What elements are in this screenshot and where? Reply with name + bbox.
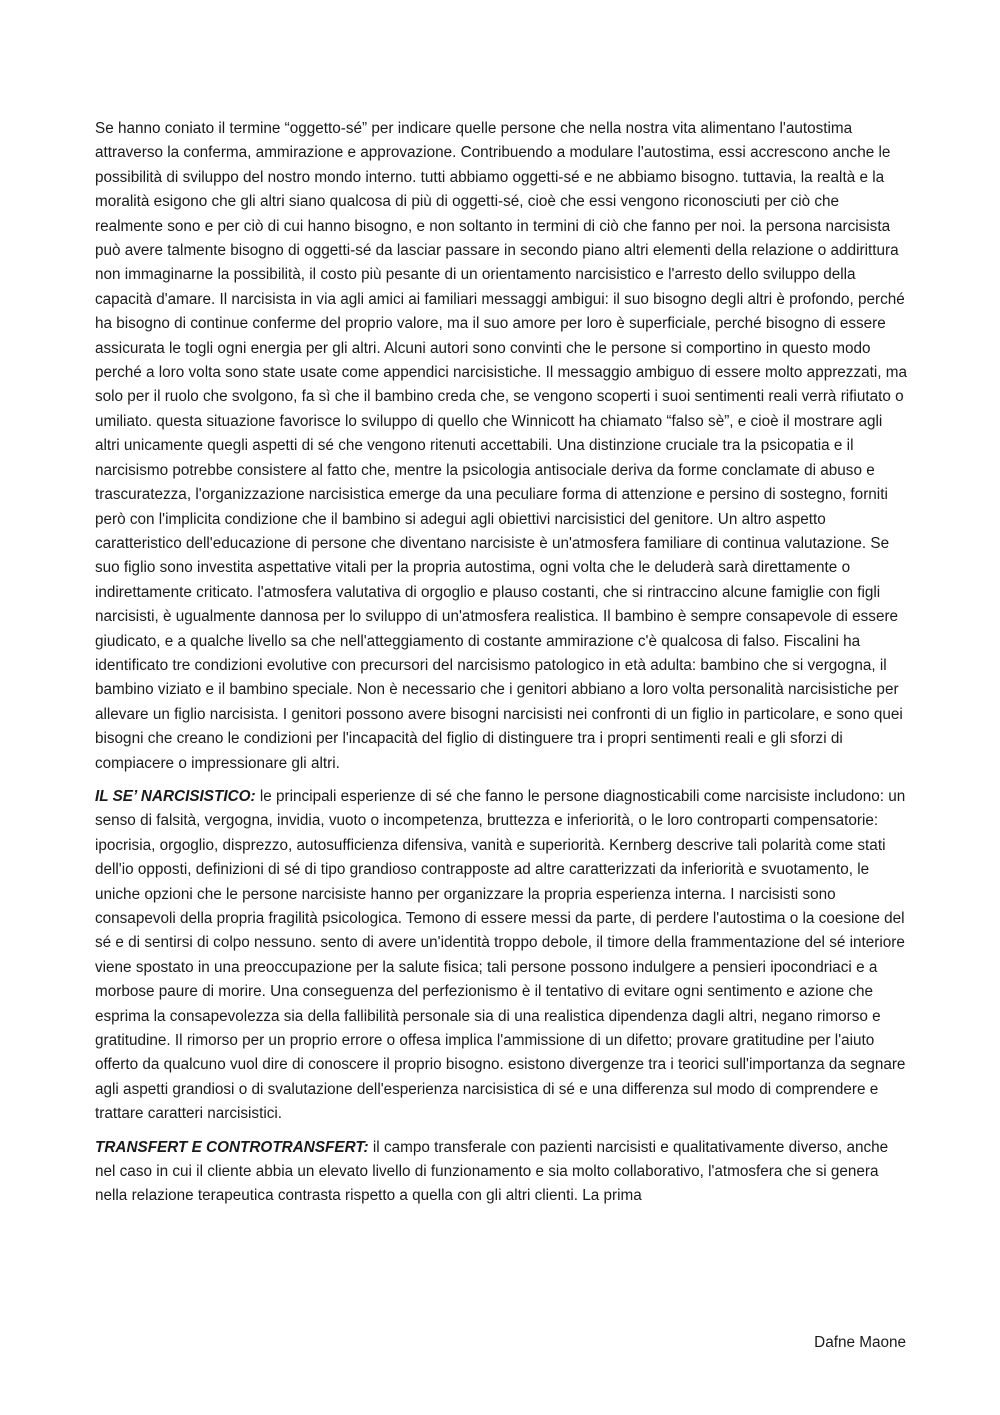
paragraph-transfert (95, 1136, 910, 1209)
document-body (95, 117, 910, 1218)
paragraph-se-narcisistico (95, 785, 910, 1127)
paragraph-text: il campo transferale con pazienti narcisisti e qualitativamente diverso, anche nel caso in cui il cliente abbia un elevato livello di funzionamento e sia molto collaborativo, l'atmosfera che si genera nella relazione terapeutica contrasta rispetto a quella con gli altri clienti. La prima (95, 1138, 889, 1205)
footer-author: Dafne Maone (814, 1334, 906, 1351)
paragraph-text: le principali esperienze di sé che fanno le persone diagnosticabili come narcisiste includono: un senso di falsità, vergogna, invidia, vuoto o incompetenza, bruttezza e inferiorità, o le loro controparti compensatorie: ipocrisia, orgoglio, disprezzo, autosufficienza difensiva, vanità e superiorità. Kernberg descrive tali polarità come stati dell'io opposti, definizioni di sé di tipo grandioso contrapposte ad altre caratterizzati da inferiorità e svuotamento, le uniche opzioni che le persone narcisiste hanno per organizzare la propria esperienza interna. I narcisisti sono consapevoli della propria fragilità psicologica. Temono di essere messi da parte, di perdere l'autostima o la coesione del sé e di sentirsi di colpo nessuno. sento di avere un'identità troppo debole, il timore della frammentazione del sé interiore viene spostato in una preoccupazione per la salute fisica; tali persone possono indulgere a pensieri ipocondriaci e a morbose paure di morire. Una conseguenza del perfezionismo è il tentativo di evitare ogni sentimento e azione che esprima la consapevolezza sia della fallibilità personale sia di una realistica dipendenza dagli altri, negano rimorso e gratitudine. Il rimorso per un proprio errore o offesa implica l'ammissione di un difetto; provare gratitudine per l'aiuto offerto da qualcuno vuol dire di conoscere il proprio bisogno. esistono divergenze tra i teorici sull'importanza da segnare agli aspetti grandiosi o di svalutazione dell'esperienza narcisistica di sé e una differenza sul modo di comprendere e trattare caratteri narcisistici. (95, 787, 906, 1123)
section-heading-se-narcisistico: IL SE’ NARCISISTICO: (95, 787, 256, 805)
paragraph-text: Se hanno coniato il termine “oggetto-sé” per indicare quelle persone che nella nostra vita alimentano l'autostima attraverso la conferma, ammirazione e approvazione. Contribuendo a modulare l'autostima, essi accrescono anche le possibilità di sviluppo del nostro mondo interno. tutti abbiamo oggetti-sé e ne abbiamo bisogno. tuttavia, la realtà e la moralità esigono che gli altri siano qualcosa di più di oggetti-sé, cioè che essi vengono riconosciuti per ciò che realmente sono e per ciò di cui hanno bisogno, e non soltanto in termini di ciò che fanno per noi. la persona narcisista può avere talmente bisogno di oggetti-sé da lasciar passare in secondo piano altri elementi della relazione o addirittura non immaginarne la possibilità, il costo più pesante di un orientamento narcisistico e l'arresto dello sviluppo della capacità d'amare. Il narcisista in via agli amici ai familiari messaggi ambigui: il suo bisogno degli altri è profondo, perché ha bisogno di continue conferme del proprio valore, ma il suo amore per loro è superficiale, perché bisogno di essere assicurata le togli ogni energia per gli altri. Alcuni autori sono convinti che le persone si comportino in questo modo perché a loro volta sono state usate come appendici narcisistiche. Il messaggio ambiguo di essere molto apprezzati, ma solo per il ruolo che svolgono, fa sì che il bambino creda che, se vengono scoperti i suoi sentimenti reali verrà rifiutato o umiliato. questa situazione favorisce lo sviluppo di quello che Winnicott ha chiamato “falso sè”, e cioè il mostrare agli altri unicamente quegli aspetti di sé che vengono ritenuti accettabili. Una distinzione cruciale tra la psicopatia e il narcisismo potrebbe consistere al fatto che, mentre la psicologia antisociale deriva da forme conclamate di abuso e trascuratezza, l'organizzazione narcisistica emerge da una peculiare forma di attenzione e persino di sostegno, forniti però con l'implicita condizione che il bambino si adegui agli obiettivi narcisistici del genitore. Un altro aspetto caratteristico dell'educazione di persone che diventano narcisiste è un'atmosfera familiare di continua valutazione. Se suo figlio sono investita aspettative vitali per la propria autostima, ogni volta che le deluderà sarà direttamente o indirettamente criticato. l'atmosfera valutativa di orgoglio e plauso costanti, che si rintraccino alcune famiglie con figli narcisisti, è ugualmente dannosa per lo sviluppo di un'atmosfera realistica. Il bambino è sempre consapevole di essere giudicato, e a qualche livello sa che nell'atteggiamento di costante ammirazione c'è qualcosa di falso. Fiscalini ha identificato tre condizioni evolutive con precursori del narcisismo patologico in età adulta: bambino che si vergogna, il bambino viziato e il bambino speciale. Non è necessario che i genitori abbiano a loro volta personalità narcisistiche per allevare un figlio narcisista. I genitori possono avere bisogni narcisisti nei confronti di un figlio in particolare, e sono quei bisogni che creano le condizioni per l'incapacità del figlio di distinguere tra i propri sentimenti reali e gli sforzi di compiacere o impressionare gli altri. (95, 120, 908, 772)
paragraph-oggetto-se (95, 117, 910, 776)
section-heading-transfert: TRANSFERT E CONTROTRANSFERT: (95, 1138, 369, 1156)
